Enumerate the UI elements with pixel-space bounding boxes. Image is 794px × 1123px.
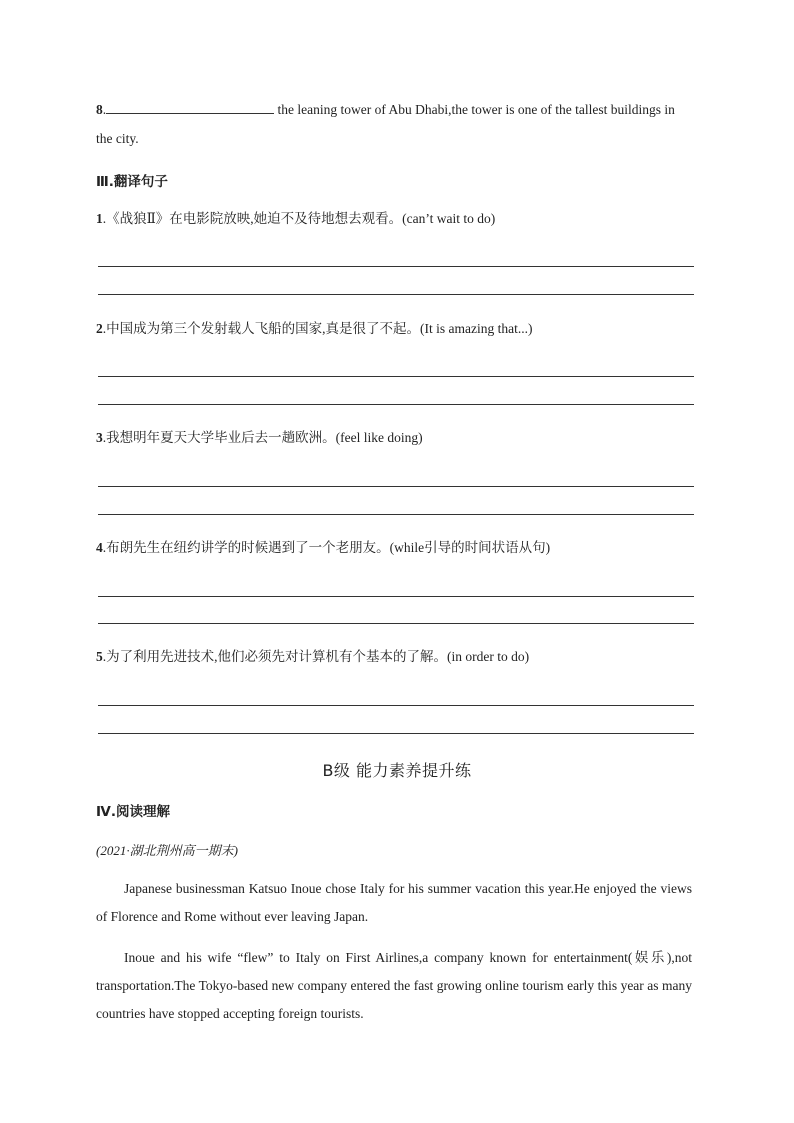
answer-line[interactable] [98,623,694,624]
question-8: 8. the leaning tower of Abu Dhabi,the tower is one of the tallest buildings in [96,102,675,117]
passage-paragraph: Inoue and his wife “flew” to Italy on First Airlines,a company known for entertainment(娱乐),not transportation.The Tokyo-based new company entered the fast growing online tourism early this year as many countries have stopped accepting foreign tourists. [96,950,692,1021]
question-number: 8 [96,102,103,117]
translation-item-3 [96,429,423,447]
question-8-continued: the city. [96,131,139,146]
answer-line[interactable] [98,266,694,267]
section-title: Ⅲ.翻译句子 [96,174,168,190]
item-text: .中国成为第三个发射载人飞船的国家,真是很了不起。(It is amazing that...) [102,321,533,336]
translation-item-2 [96,320,532,338]
answer-line[interactable] [98,596,694,597]
level-heading: B级 能力素养提升练 [322,761,472,780]
item-number: 2 [96,321,103,336]
item-number: 1 [96,211,103,226]
item-text: .为了利用先进技术,他们必须先对计算机有个基本的了解。(in order to do) [102,649,530,664]
answer-line[interactable] [98,376,694,377]
item-text: .我想明年夏天大学毕业后去一趟欧洲。(feel like doing) [102,430,423,445]
translation-item-1 [96,210,495,228]
item-number: 5 [96,649,103,664]
item-number: 4 [96,540,103,555]
answer-line[interactable] [98,514,694,515]
answer-line[interactable] [98,733,694,734]
answer-line[interactable] [98,404,694,405]
answer-line[interactable] [98,294,694,295]
section-title: Ⅳ.阅读理解 [96,804,170,820]
item-text: .布朗先生在纽约讲学的时候遇到了一个老朋友。(while引导的时间状语从句) [102,540,551,555]
source-note: (2021·湖北荆州高一期末) [96,843,238,858]
translation-item-4 [96,539,550,557]
item-number: 3 [96,430,103,445]
question-text: the leaning tower of Abu Dhabi,the tower is one of the tallest buildings in [277,102,675,117]
item-text: .《战狼Ⅱ》在电影院放映,她迫不及待地想去观看。(can’t wait to do) [102,211,496,226]
answer-line[interactable] [98,486,694,487]
translation-item-5 [96,648,529,666]
answer-blank[interactable] [106,101,274,114]
answer-line[interactable] [98,705,694,706]
passage-paragraph: Japanese businessman Katsuo Inoue chose Italy for his summer vacation this year.He enjoyed the views of Florence and Rome without ever leaving Japan. [96,881,692,924]
